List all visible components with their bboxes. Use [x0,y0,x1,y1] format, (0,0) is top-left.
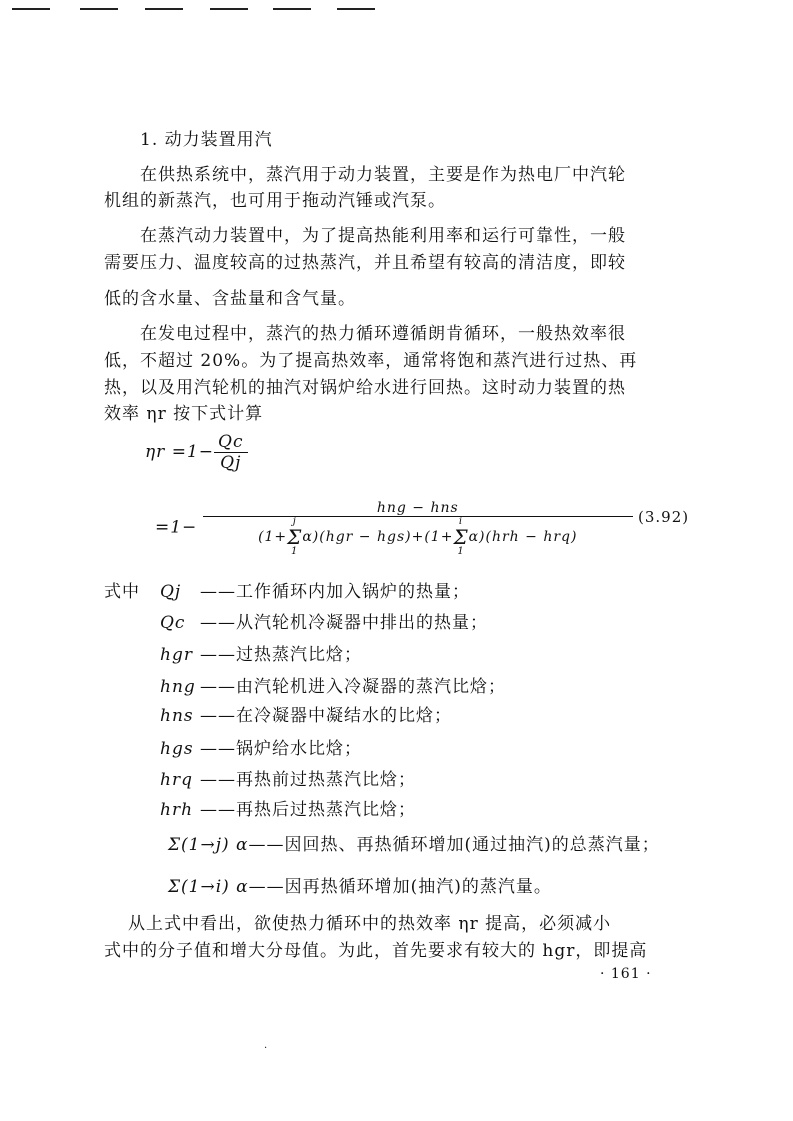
scan-dot: . [264,1040,269,1051]
paragraph-line: 低的含水量、含盐量和含气量。 [104,289,356,309]
sum-bottom: 1 [291,546,299,557]
definition-item [160,672,506,697]
paragraph-line: 效率 ηr 按下式计算 [104,404,264,424]
formula-line-2 [155,500,633,557]
den-part: α)(hrh − hrq) [468,529,578,545]
fraction [214,432,247,473]
den-part: (1+ [258,529,288,545]
definition-symbol: hgs [160,739,194,759]
formula-eq: =1− [155,517,198,538]
sum-symbol: i Σ 1 [453,516,469,557]
definition-text: ——因再热循环增加(抽汽)的蒸汽量。 [248,877,552,897]
definition-symbol: Σ(1→j) α [168,835,249,855]
definition-item [168,830,660,855]
denominator: Qj [220,453,242,473]
scan-mark [80,8,118,10]
where-label: 式中 [104,582,140,602]
definition-item [160,701,452,726]
definition-symbol: Qj [160,582,182,602]
scan-mark [273,8,311,10]
definition-text: ——工作循环内加入锅炉的热量； [200,582,470,602]
denominator [203,517,633,557]
formula-lhs: ηr =1− [145,442,215,462]
page-number: · 161 · [600,966,652,982]
definition-symbol: hrh [160,800,194,820]
definition-item [160,795,416,820]
paragraph-line: 从上式中看出，欲使热力循环中的热效率 ηr 提高，必须减小 [128,914,612,934]
paragraph-line: 低，不超过 20%。为了提高热效率，通常将饱和蒸汽进行过热、再 [104,351,638,371]
definition-symbol: hrq [160,770,193,790]
sum-top: i [458,516,464,527]
definition-item [168,872,552,897]
definition-text: ——由汽轮机进入冷凝器的蒸汽比焓； [200,677,506,697]
scan-mark [12,8,50,10]
scan-mark [145,8,183,10]
paragraph-line: 热，以及用汽轮机的抽汽对锅炉给水进行回热。这时动力装置的热 [104,378,626,398]
definition-text: ——再热后过热蒸汽比焓； [200,800,416,820]
numerator: Qc [214,432,247,453]
scan-mark [337,8,375,10]
definition-item [160,640,362,665]
paragraph-line: 式中的分子值和增大分母值。为此，首先要求有较大的 hgr，即提高 [104,941,648,961]
definition-symbol: hng [160,677,196,697]
definition-text: ——锅炉给水比焓； [200,739,362,759]
equation-number: (3.92) [638,508,690,526]
definition-symbol: hns [160,706,194,726]
fraction [203,500,633,557]
section-heading: 1. 动力装置用汽 [140,130,273,150]
formula-line-1 [145,432,248,473]
definition-text: ——再热前过热蒸汽比焓； [200,770,416,790]
sum-bottom: 1 [457,546,465,557]
paragraph-line: 需要压力、温度较高的过热蒸汽，并且希望有较高的清洁度，即较 [104,253,626,273]
definition-item [160,608,488,633]
definition-item [160,577,470,602]
definition-symbol: Σ(1→i) α [168,877,249,897]
definition-item [160,734,362,759]
definition-text: ——过热蒸汽比焓； [200,645,362,665]
paragraph-line: 机组的新蒸汽，也可用于拖动汽锤或汽泵。 [104,191,446,211]
definition-text: ——在冷凝器中凝结水的比焓； [200,706,452,726]
paragraph-line: 在供热系统中，蒸汽用于动力装置，主要是作为热电厂中汽轮 [140,165,626,185]
definition-symbol: Qc [160,613,186,633]
definition-item [160,765,416,790]
scan-mark [210,8,248,10]
paragraph-line: 在蒸汽动力装置中，为了提高热能利用率和运行可靠性，一般 [140,226,626,246]
den-part: α)(hgr − hgs)+(1+ [302,529,454,545]
numerator: hng − hns [203,500,633,517]
definition-symbol: hgr [160,645,193,665]
paragraph-line: 在发电过程中，蒸汽的热力循环遵循朗肯循环，一般热效率很 [140,324,626,344]
sum-symbol: j Σ 1 [287,516,303,557]
definition-text: ——因回热、再热循环增加(通过抽汽)的总蒸汽量； [248,835,660,855]
sum-top: j [292,516,297,527]
definition-text: ——从汽轮机冷凝器中排出的热量； [200,613,488,633]
